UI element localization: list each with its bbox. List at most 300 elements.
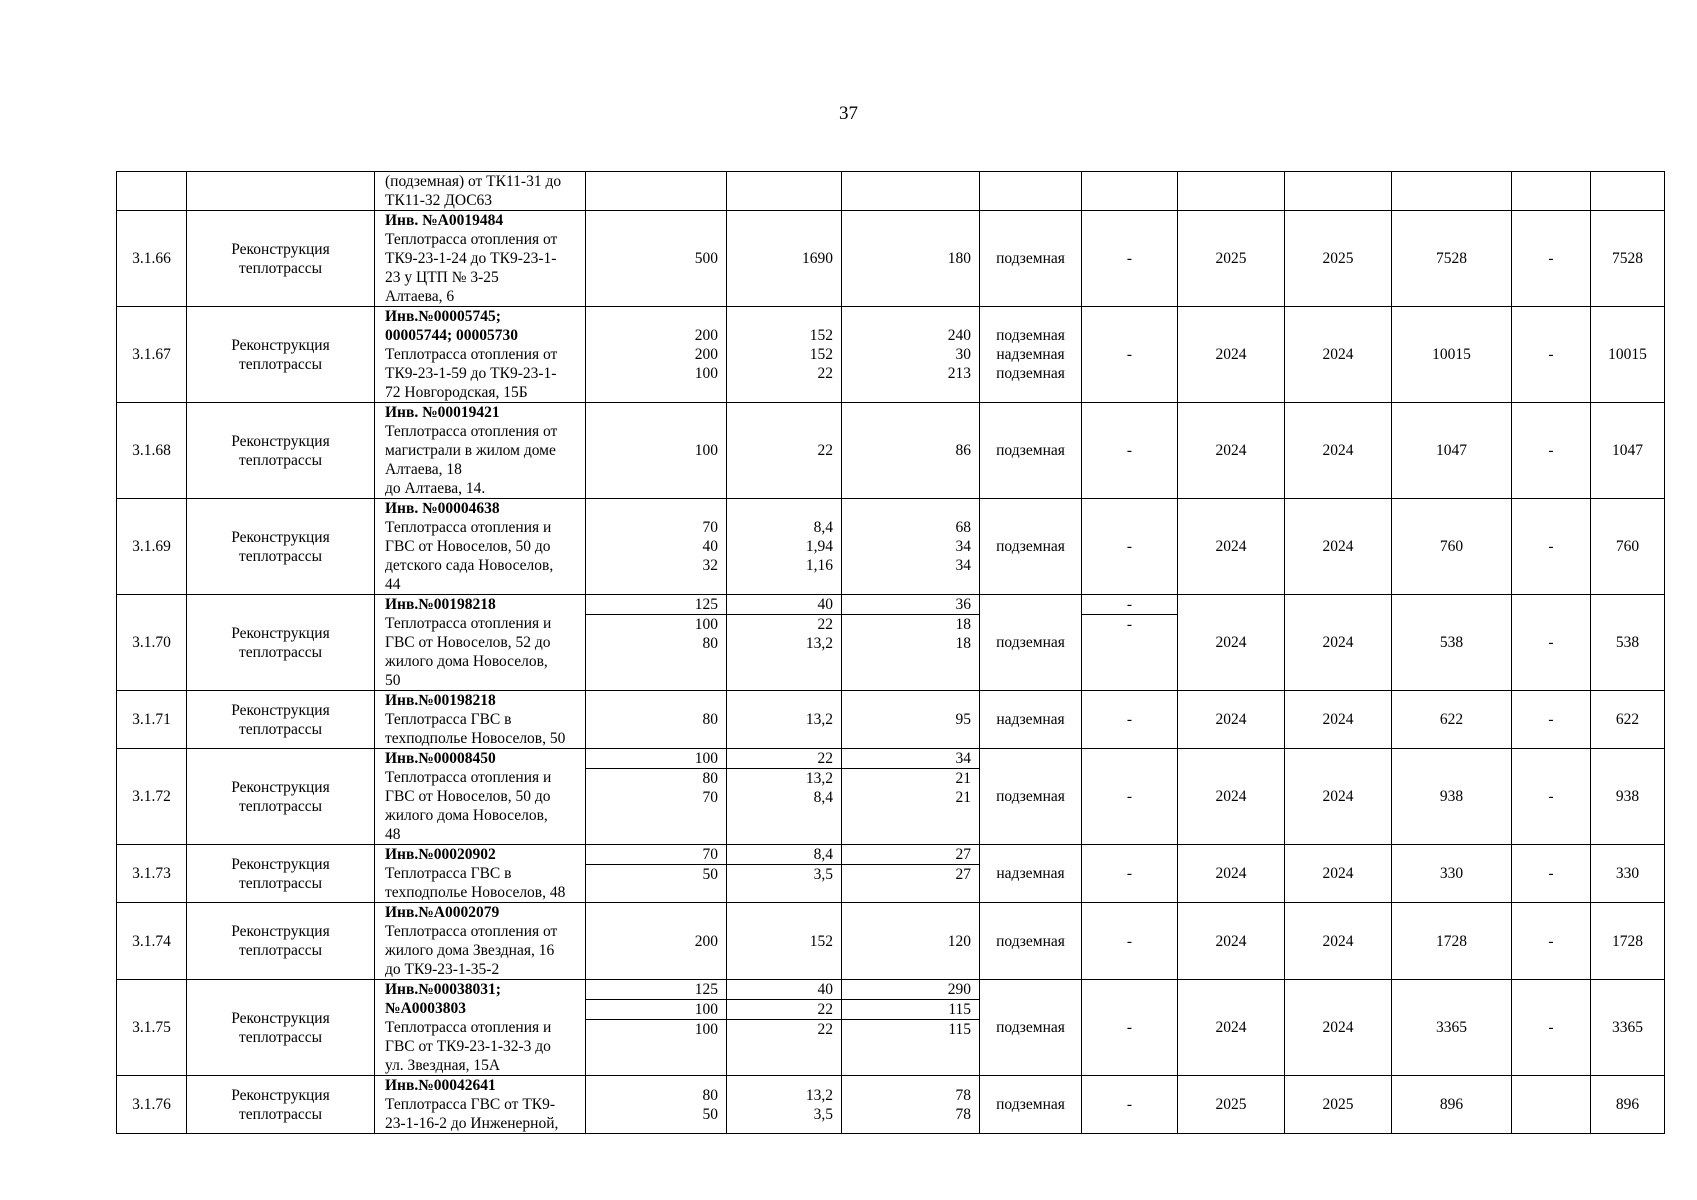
diameter-cell-top: 100: [586, 749, 726, 769]
empty-cell: [1392, 172, 1512, 211]
start-year-cell-text: 2024: [1215, 346, 1247, 363]
empty-cell: [1512, 172, 1591, 211]
start-year-cell: [1178, 403, 1285, 499]
diameter-text: 200 200 100: [694, 327, 718, 382]
diameter-cell-rest: 100 80: [694, 616, 718, 652]
length-cell-rest: 18 18: [955, 616, 971, 652]
dash-top: -: [1082, 595, 1177, 615]
area-text: 152 152 22: [809, 327, 833, 382]
route-description: Теплотрасса ГВС от ТК9- 23-1-16-2 до Инженерной,: [385, 1096, 559, 1132]
area-cell-rest: 3,5: [813, 866, 833, 883]
cost-cell: [1392, 691, 1512, 749]
desc-cell: [375, 172, 586, 211]
dash-cell: [1082, 691, 1178, 749]
cost-cell: [1392, 595, 1512, 691]
desc-cell: [375, 595, 586, 691]
dash-cell-text: -: [1126, 932, 1133, 950]
dash-cell-text: -: [1126, 711, 1133, 728]
desc-cell: [375, 403, 586, 499]
area-cell-rest: 13,2 8,4: [805, 770, 833, 806]
diameter-cell: [586, 403, 727, 499]
area-text: 22: [817, 442, 833, 459]
dash-cell-2-text: -: [1548, 442, 1554, 459]
empty-cell: [1082, 172, 1178, 211]
route-description: Теплотрасса отопления и ГВС от Новоселов, 50 до детского сада Новоселов, 44: [385, 519, 554, 593]
length-cell: [842, 307, 980, 403]
total-cell: [1591, 845, 1665, 903]
inventory-number: Инв.№00038031; №А0003803: [385, 981, 501, 1017]
laying-method-cell-text: подземная: [996, 932, 1065, 950]
length-cell: [842, 403, 980, 499]
dash-cell-2: [1512, 749, 1591, 845]
type-cell-text: Реконструкция теплотрассы: [231, 778, 330, 815]
cost-cell: [1392, 211, 1512, 307]
area-text: 8,4 1,94 1,16: [805, 519, 833, 574]
area-cell-top: 40: [727, 980, 841, 1000]
route-description: Теплотрасса отопления от магистрали в жилом доме Алтаева, 18 до Алтаева, 14.: [385, 423, 558, 497]
type-cell: [187, 499, 375, 595]
route-description: Теплотрасса отопления от жилого дома Звездная, 16 до ТК9-23-1-35-2: [385, 923, 558, 978]
num-cell: [117, 903, 187, 980]
inventory-number: Инв. №А0019484: [385, 212, 504, 229]
start-year-cell: [1178, 1076, 1285, 1134]
dash-cell-text: -: [1126, 250, 1133, 267]
desc-cell: [375, 1076, 586, 1134]
num-cell-text: 3.1.69: [132, 538, 171, 555]
laying-method-cell: [980, 307, 1082, 403]
num-cell: [117, 211, 187, 307]
end-year-cell-text: 2024: [1322, 788, 1354, 805]
cost-cell-text: 3365: [1436, 1019, 1467, 1036]
end-year-cell-text: 2024: [1322, 932, 1354, 950]
length-text: 120: [947, 932, 971, 950]
dash-cell-2: [1512, 499, 1591, 595]
laying-method-cell-text: подземная: [996, 250, 1065, 267]
dash-cell-2-text: -: [1548, 634, 1554, 651]
type-cell: [187, 980, 375, 1076]
dash-cell-text: -: [1126, 1019, 1133, 1036]
area-cell: [727, 211, 842, 307]
table-row: [117, 595, 1665, 691]
type-cell-text: Реконструкция теплотрассы: [231, 336, 330, 373]
dash-cell-text: -: [1126, 865, 1133, 882]
dash-cell-2-text: -: [1548, 865, 1554, 882]
cost-cell-text: 896: [1439, 1096, 1464, 1113]
length-cell: [842, 980, 980, 1076]
table-row: [117, 691, 1665, 749]
num-cell: [117, 749, 187, 845]
type-cell-text: Реконструкция теплотрассы: [231, 1009, 330, 1046]
end-year-cell-text: 2025: [1322, 1096, 1354, 1113]
type-cell-text: Реконструкция теплотрассы: [231, 923, 330, 959]
num-cell: [117, 403, 187, 499]
type-cell-text: Реконструкция теплотрассы: [231, 528, 330, 565]
num-cell: [117, 691, 187, 749]
end-year-cell: [1285, 845, 1392, 903]
cost-cell: [1392, 903, 1512, 980]
num-cell: [117, 499, 187, 595]
length-text: 240 30 213: [947, 327, 971, 382]
end-year-cell: [1285, 749, 1392, 845]
type-cell: [187, 749, 375, 845]
start-year-cell-text: 2024: [1215, 711, 1247, 728]
route-description: Теплотрасса ГВС в техподполье Новоселов, 50: [385, 711, 566, 747]
inventory-number: Инв. №00004638: [385, 500, 500, 517]
length-cell-top: 36: [842, 595, 979, 615]
num-cell-text: 3.1.71: [132, 711, 171, 728]
length-cell-top: 27: [842, 845, 979, 865]
diameter-text: 100: [694, 442, 718, 459]
area-cell: [727, 903, 842, 980]
dash-cell-2: [1512, 691, 1591, 749]
dash-cell-2-text: -: [1548, 250, 1554, 267]
end-year-cell: [1285, 403, 1392, 499]
diameter-cell: [586, 499, 727, 595]
start-year-cell-text: 2024: [1215, 1019, 1247, 1036]
num-cell: [117, 307, 187, 403]
inventory-number: Инв.№00005745; 00005744; 00005730: [385, 308, 519, 344]
area-cell: [727, 980, 842, 1076]
end-year-cell: [1285, 1076, 1392, 1134]
length-cell: [842, 845, 980, 903]
laying-method-cell: [980, 691, 1082, 749]
cost-cell-text: 10015: [1432, 346, 1471, 363]
dash-cell-2-text: -: [1548, 711, 1554, 728]
cost-cell-text: 938: [1439, 788, 1464, 805]
end-year-cell: [1285, 211, 1392, 307]
laying-method-cell-text: подземная: [996, 634, 1065, 651]
dash-cell-2-text: -: [1548, 538, 1554, 555]
total-cell-text: 538: [1615, 634, 1640, 651]
area-cell: [727, 691, 842, 749]
diameter-cell: [586, 691, 727, 749]
length-cell: [842, 691, 980, 749]
type-cell: [187, 595, 375, 691]
area-cell: [727, 595, 842, 691]
dash-cell-2: [1512, 403, 1591, 499]
area-cell-mid: 22: [727, 1000, 841, 1020]
laying-method-cell: [980, 903, 1082, 980]
start-year-cell: [1178, 980, 1285, 1076]
end-year-cell-text: 2024: [1322, 442, 1354, 459]
total-cell: [1591, 211, 1665, 307]
dash-cell-2: [1512, 307, 1591, 403]
dash-cell: [1082, 980, 1178, 1076]
type-cell: [187, 1076, 375, 1134]
start-year-cell-text: 2025: [1215, 1096, 1247, 1113]
area-cell-rest: 22: [817, 1021, 833, 1038]
desc-tail: (подземная) от ТК11-31 до ТК11-32 ДОС63: [385, 173, 562, 209]
dash-cell: [1082, 403, 1178, 499]
type-cell-text: Реконструкция теплотрассы: [231, 432, 330, 469]
table-row: [117, 172, 1665, 211]
length-cell-top: 34: [842, 749, 979, 769]
total-cell: [1591, 499, 1665, 595]
route-description: Теплотрасса отопления от ТК9-23-1-24 до ТК9-23-1- 23 у ЦТП № 3-25 Алтаева, 6: [385, 231, 558, 305]
dash-cell: [1082, 499, 1178, 595]
dash-cell-text: -: [1126, 1096, 1133, 1113]
start-year-cell-text: 2025: [1215, 250, 1247, 267]
table-row: [117, 903, 1665, 980]
num-cell: [117, 172, 187, 211]
area-text: 1690: [802, 250, 833, 267]
area-cell: [727, 499, 842, 595]
table-row: [117, 749, 1665, 845]
inventory-number: Инв.№00198218: [385, 596, 496, 613]
table-row: [117, 307, 1665, 403]
inventory-number: Инв.№00042641: [385, 1077, 496, 1094]
desc-cell: [375, 307, 586, 403]
type-cell-text: Реконструкция теплотрассы: [231, 624, 330, 661]
diameter-cell: [586, 845, 727, 903]
desc-cell: [375, 749, 586, 845]
end-year-cell-text: 2024: [1322, 634, 1354, 651]
desc-cell: [375, 499, 586, 595]
laying-method-cell-text: подземная надземная подземная: [996, 327, 1065, 382]
start-year-cell-text: 2024: [1215, 538, 1247, 555]
laying-method-cell-text: подземная: [996, 788, 1065, 805]
length-cell: [842, 499, 980, 595]
end-year-cell: [1285, 691, 1392, 749]
laying-method-cell-text: подземная: [996, 538, 1065, 555]
end-year-cell-text: 2024: [1322, 1019, 1354, 1036]
diameter-text: 80: [702, 711, 718, 728]
empty-cell: [842, 172, 980, 211]
num-cell-text: 3.1.72: [132, 788, 171, 805]
length-cell: [842, 211, 980, 307]
desc-cell: [375, 691, 586, 749]
table-row: [117, 403, 1665, 499]
length-cell: [842, 595, 980, 691]
diameter-cell-rest: 80 70: [702, 770, 718, 806]
dash-cell-text: -: [1126, 538, 1133, 555]
length-text: 95: [955, 711, 971, 728]
dash-cell-2: [1512, 211, 1591, 307]
dash-cell: [1082, 1076, 1178, 1134]
start-year-cell-text: 2024: [1215, 442, 1247, 459]
empty-cell: [586, 172, 727, 211]
length-cell: [842, 1076, 980, 1134]
dash-cell-text: -: [1126, 346, 1133, 363]
laying-method-cell: [980, 1076, 1082, 1134]
dash-cell-2: [1512, 845, 1591, 903]
inventory-number: Инв.№00198218: [385, 692, 496, 709]
length-cell: [842, 749, 980, 845]
diameter-cell-top: 125: [586, 980, 726, 1000]
table-row: [117, 499, 1665, 595]
empty-cell: [1178, 172, 1285, 211]
start-year-cell: [1178, 307, 1285, 403]
area-cell: [727, 1076, 842, 1134]
reconstruction-table: [116, 171, 1665, 1134]
dash-cell-2: [1512, 1076, 1591, 1134]
inventory-number: Инв. №00019421: [385, 404, 500, 421]
cost-cell: [1392, 845, 1512, 903]
length-cell: [842, 903, 980, 980]
total-cell-text: 10015: [1608, 346, 1647, 363]
end-year-cell: [1285, 499, 1392, 595]
length-text: 68 34 34: [955, 519, 971, 574]
diameter-cell: [586, 307, 727, 403]
dash-cell: [1082, 211, 1178, 307]
total-cell: [1591, 749, 1665, 845]
route-description: Теплотрасса отопления и ГВС от ТК9-23-1-32-3 до ул. Звездная, 15А: [385, 1019, 552, 1074]
route-description: Теплотрасса ГВС в техподполье Новоселов, 48: [385, 865, 566, 901]
total-cell-text: 3365: [1612, 1019, 1643, 1036]
desc-cell: [375, 980, 586, 1076]
cost-cell: [1392, 403, 1512, 499]
table-row: [117, 845, 1665, 903]
area-text: 13,2 3,5: [805, 1086, 833, 1123]
inventory-number: Инв.№00020902: [385, 846, 496, 863]
laying-method-cell: [980, 211, 1082, 307]
start-year-cell-text: 2024: [1215, 865, 1247, 882]
inventory-number: Инв.№А0002079: [385, 904, 500, 921]
area-cell-rest: 22 13,2: [805, 616, 833, 652]
empty-cell: [980, 172, 1082, 211]
cost-cell: [1392, 980, 1512, 1076]
diameter-text: 500: [694, 250, 718, 267]
laying-method-cell: [980, 845, 1082, 903]
diameter-cell: [586, 980, 727, 1076]
start-year-cell-text: 2024: [1215, 932, 1247, 950]
page-number: 37: [839, 103, 858, 124]
dash-cell: [1082, 845, 1178, 903]
num-cell-text: 3.1.75: [132, 1019, 171, 1036]
num-cell: [117, 595, 187, 691]
type-cell: [187, 903, 375, 980]
laying-method-cell: [980, 499, 1082, 595]
dash-cell: [1082, 595, 1178, 691]
end-year-cell-text: 2024: [1322, 346, 1354, 363]
num-cell-text: 3.1.67: [132, 346, 171, 363]
laying-method-cell-text: подземная: [996, 442, 1065, 459]
diameter-cell-top: 125: [586, 595, 726, 615]
empty-cell: [1285, 172, 1392, 211]
cost-cell: [1392, 1076, 1512, 1134]
length-cell-rest: 27: [955, 866, 971, 883]
cost-cell-text: 330: [1439, 865, 1464, 882]
dash-cell-text: -: [1126, 442, 1133, 459]
cost-cell-text: 1047: [1436, 442, 1467, 459]
cost-cell: [1392, 749, 1512, 845]
area-cell-top: 8,4: [727, 845, 841, 865]
diameter-cell: [586, 595, 727, 691]
laying-method-cell-text: подземная: [996, 1019, 1065, 1036]
num-cell-text: 3.1.70: [132, 634, 171, 651]
dash-cell-text: -: [1126, 788, 1133, 805]
total-cell-text: 760: [1615, 538, 1640, 555]
diameter-cell-rest: 50: [702, 866, 718, 883]
area-cell: [727, 749, 842, 845]
cost-cell-text: 622: [1439, 711, 1464, 728]
length-text: 86: [955, 442, 971, 459]
route-description: Теплотрасса отопления от ТК9-23-1-59 до ТК9-23-1- 72 Новгородская, 15Б: [385, 346, 558, 401]
laying-method-cell: [980, 749, 1082, 845]
start-year-cell: [1178, 845, 1285, 903]
type-cell: [187, 845, 375, 903]
table-row: [117, 1076, 1665, 1134]
start-year-cell: [1178, 499, 1285, 595]
diameter-text: 80 50: [702, 1086, 718, 1123]
cost-cell-text: 1728: [1436, 932, 1467, 950]
end-year-cell: [1285, 903, 1392, 980]
area-cell: [727, 307, 842, 403]
type-cell: [187, 691, 375, 749]
table-row: [117, 211, 1665, 307]
dash-cell-2-text: -: [1548, 788, 1554, 805]
end-year-cell-text: 2024: [1322, 865, 1354, 882]
diameter-cell-top: 70: [586, 845, 726, 865]
area-text: 152: [809, 932, 833, 950]
diameter-text: 70 40 32: [702, 519, 718, 574]
empty-cell: [1591, 172, 1665, 211]
laying-method-cell: [980, 595, 1082, 691]
laying-method-cell-text: надземная: [996, 711, 1065, 728]
laying-method-cell-text: надземная: [996, 865, 1065, 882]
length-cell-rest: 115: [948, 1021, 971, 1038]
total-cell: [1591, 307, 1665, 403]
type-cell-text: Реконструкция теплотрассы: [231, 701, 330, 738]
area-cell-top: 22: [727, 749, 841, 769]
area-cell: [727, 403, 842, 499]
total-cell-text: 622: [1615, 711, 1640, 728]
total-cell-text: 1047: [1612, 442, 1643, 459]
diameter-cell: [586, 749, 727, 845]
length-cell-rest: 21 21: [955, 770, 971, 806]
diameter-text: 200: [694, 932, 718, 950]
total-cell-text: 7528: [1612, 250, 1643, 267]
length-cell-top: 290: [842, 980, 979, 1000]
table-row: [117, 980, 1665, 1076]
num-cell-text: 3.1.76: [132, 1096, 171, 1113]
total-cell: [1591, 1076, 1665, 1134]
empty-cell: [727, 172, 842, 211]
cost-cell-text: 760: [1439, 538, 1464, 555]
diameter-cell: [586, 1076, 727, 1134]
end-year-cell-text: 2024: [1322, 711, 1354, 728]
type-cell: [187, 403, 375, 499]
type-cell: [187, 211, 375, 307]
dash-cell: [1082, 307, 1178, 403]
diameter-cell-mid: 100: [586, 1000, 726, 1020]
end-year-cell: [1285, 595, 1392, 691]
num-cell-text: 3.1.74: [132, 932, 171, 950]
route-description: Теплотрасса отопления и ГВС от Новоселов, 50 до жилого дома Новоселов, 48: [385, 769, 552, 843]
num-cell: [117, 980, 187, 1076]
total-cell: [1591, 691, 1665, 749]
start-year-cell: [1178, 211, 1285, 307]
total-cell: [1591, 595, 1665, 691]
total-cell: [1591, 980, 1665, 1076]
cost-cell: [1392, 499, 1512, 595]
laying-method-cell-text: подземная: [996, 1096, 1065, 1113]
start-year-cell: [1178, 595, 1285, 691]
total-cell: [1591, 403, 1665, 499]
total-cell-text: 330: [1615, 865, 1640, 882]
length-text: 180: [947, 250, 971, 267]
laying-method-cell: [980, 980, 1082, 1076]
area-cell: [727, 845, 842, 903]
dash-cell: [1082, 749, 1178, 845]
total-cell-text: 896: [1615, 1096, 1640, 1113]
total-cell-text: 1728: [1612, 932, 1643, 950]
desc-cell: [375, 845, 586, 903]
num-cell: [117, 845, 187, 903]
diameter-cell: [586, 211, 727, 307]
start-year-cell: [1178, 691, 1285, 749]
dash-cell-2-text: -: [1548, 346, 1554, 363]
